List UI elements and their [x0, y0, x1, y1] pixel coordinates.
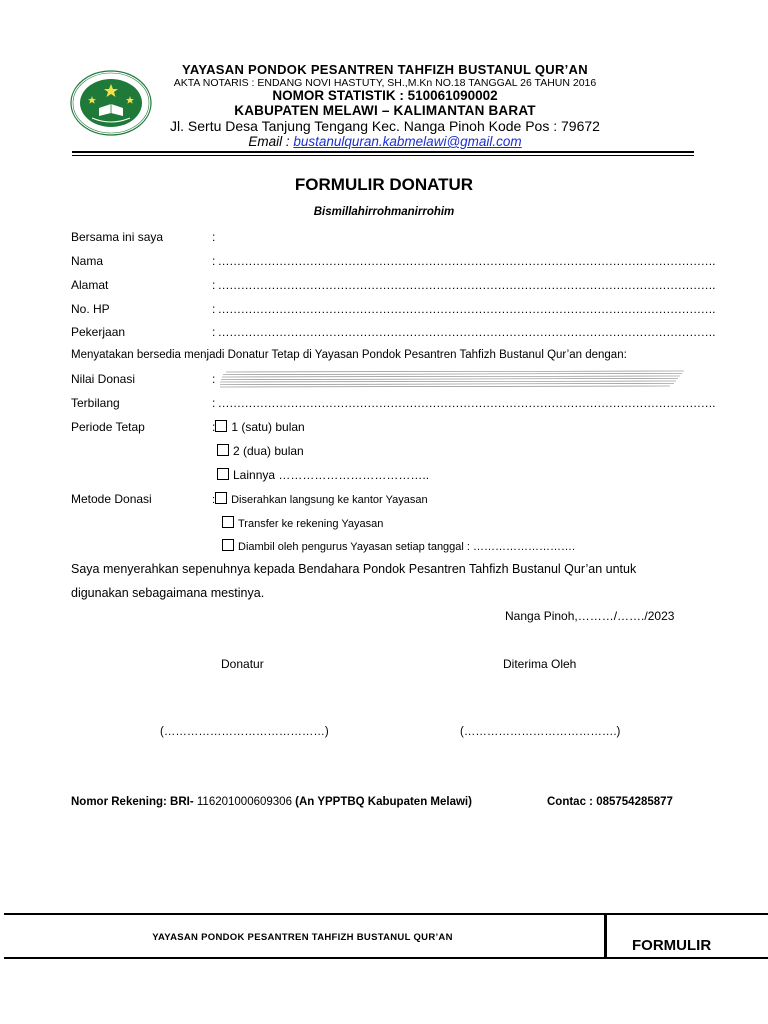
- field-value-nama[interactable]: : ………………………………………………………………………………………………………………….: [212, 254, 716, 268]
- signature-line-donatur[interactable]: (……………………………………): [160, 726, 329, 738]
- signature-line-penerima[interactable]: (………………………………….): [460, 726, 621, 738]
- periode-option-1[interactable]: : 1 (satu) bulan: [212, 420, 305, 434]
- field-label-bersama: Bersama ini saya: [71, 230, 164, 244]
- form-title: FORMULIR DONATUR: [294, 175, 474, 194]
- field-value-bersama[interactable]: :: [212, 230, 216, 244]
- footer-rule-bottom: [4, 957, 768, 959]
- metode-option-1-label: Diserahkan langsung ke kantor Yayasan: [231, 494, 428, 506]
- checkbox-icon[interactable]: [215, 492, 227, 504]
- field-label-pekerjaan: Pekerjaan: [71, 325, 126, 339]
- metode-option-1[interactable]: : Diserahkan langsung ke kantor Yayasan: [212, 494, 428, 506]
- diterima-oleh-label: Diterima Oleh: [503, 657, 577, 671]
- closing-text-line-1: Saya menyerahkan sepenuhnya kepada Bendahara Pondok Pesantren Tahfizh Bustanul Qur’an untuk: [71, 562, 637, 576]
- rekening-prefix: Nomor Rekening:: [71, 796, 171, 808]
- bismillah-line: Bismillahirrohmanirrohim: [313, 206, 455, 218]
- periode-option-3[interactable]: [217, 468, 429, 482]
- periode-option-2-label: 2 (dua) bulan: [233, 444, 304, 458]
- metode-option-3[interactable]: [222, 539, 575, 553]
- nilai-donasi-hatched-field[interactable]: [218, 368, 686, 390]
- rekening-bank: BRI-: [170, 796, 197, 808]
- periode-option-1-label: 1 (satu) bulan: [231, 420, 305, 434]
- email-label: Email :: [248, 134, 294, 149]
- contact-number: Contac : 085754285877: [547, 796, 673, 808]
- header-rule-thin: [72, 155, 694, 156]
- metode-option-2-label: Transfer ke rekening Yayasan: [238, 518, 384, 530]
- field-value-terbilang[interactable]: : ………………………………………………………………………………………………………………….: [212, 396, 716, 410]
- periode-option-3-label: Lainnya ………………………………..: [233, 468, 430, 482]
- rekening-number: 116201000609306: [196, 796, 296, 808]
- header-rule-thick: [72, 151, 694, 153]
- field-label-periode: Periode Tetap: [71, 420, 145, 434]
- field-value-pekerjaan[interactable]: : ………………………………………………………………………………………………………………….: [212, 325, 716, 339]
- place-date[interactable]: Nanga Pinoh,………/……./2023: [505, 609, 675, 623]
- field-colon-nilai-donasi: :: [212, 372, 216, 386]
- checkbox-icon[interactable]: [222, 539, 234, 551]
- footer-form-label: FORMULIR: [632, 937, 712, 954]
- donatur-label: Donatur: [221, 657, 264, 671]
- field-label-nilai-donasi: Nilai Donasi: [71, 372, 136, 386]
- letterhead-email-line: [150, 134, 620, 149]
- checkbox-icon[interactable]: [215, 420, 227, 432]
- field-value-no-hp[interactable]: : ………………………………………………………………………………………………………………….: [212, 302, 716, 316]
- field-label-nama: Nama: [71, 254, 104, 268]
- closing-text-line-2: digunakan sebagaimana mestinya.: [71, 586, 265, 600]
- metode-option-2[interactable]: [222, 516, 383, 530]
- statement-text: Menyatakan bersedia menjadi Donatur Tetap di Yayasan Pondok Pesantren Tahfizh Bustanul Qur’an dengan:: [71, 349, 627, 361]
- periode-option-2[interactable]: [217, 444, 304, 458]
- rekening-name: (An YPPTBQ Kabupaten Melawi): [295, 796, 472, 808]
- letterhead-address: Jl. Sertu Desa Tanjung Tengang Kec. Nanga Pinoh Kode Pos : 79672: [170, 118, 600, 134]
- checkbox-icon[interactable]: [217, 468, 229, 480]
- footer-org-name: YAYASAN PONDOK PESANTREN TAHFIZH BUSTANUL QUR’AN: [152, 932, 453, 943]
- letterhead-org-name: YAYASAN PONDOK PESANTREN TAHFIZH BUSTANUL QUR’AN: [182, 62, 588, 77]
- field-label-metode: Metode Donasi: [71, 492, 152, 506]
- rekening-line: [71, 796, 472, 808]
- metode-option-3-label: Diambil oleh pengurus Yayasan setiap tanggal : ……………………….: [238, 541, 576, 553]
- checkbox-icon[interactable]: [222, 516, 234, 528]
- footer-divider: [604, 913, 607, 959]
- field-label-terbilang: Terbilang: [71, 396, 120, 410]
- checkbox-icon[interactable]: [217, 444, 229, 456]
- footer-rule-top: [4, 913, 768, 915]
- field-label-no-hp: No. HP: [71, 302, 110, 316]
- letterhead-akta-notaris: AKTA NOTARIS : ENDANG NOVI HASTUTY, SH.,M.Kn NO.18 TANGGAL 26 TAHUN 2016: [173, 77, 597, 89]
- letterhead-nomor-statistik: NOMOR STATISTIK : 510061090002: [272, 88, 498, 103]
- field-label-alamat: Alamat: [71, 278, 109, 292]
- field-value-alamat[interactable]: : ………………………………………………………………………………………………………………….: [212, 278, 716, 292]
- email-link[interactable]: bustanulquran.kabmelawi@gmail.com: [293, 134, 522, 149]
- letterhead-kabupaten: KABUPATEN MELAWI – KALIMANTAN BARAT: [234, 103, 536, 118]
- yayasan-logo: [70, 70, 152, 136]
